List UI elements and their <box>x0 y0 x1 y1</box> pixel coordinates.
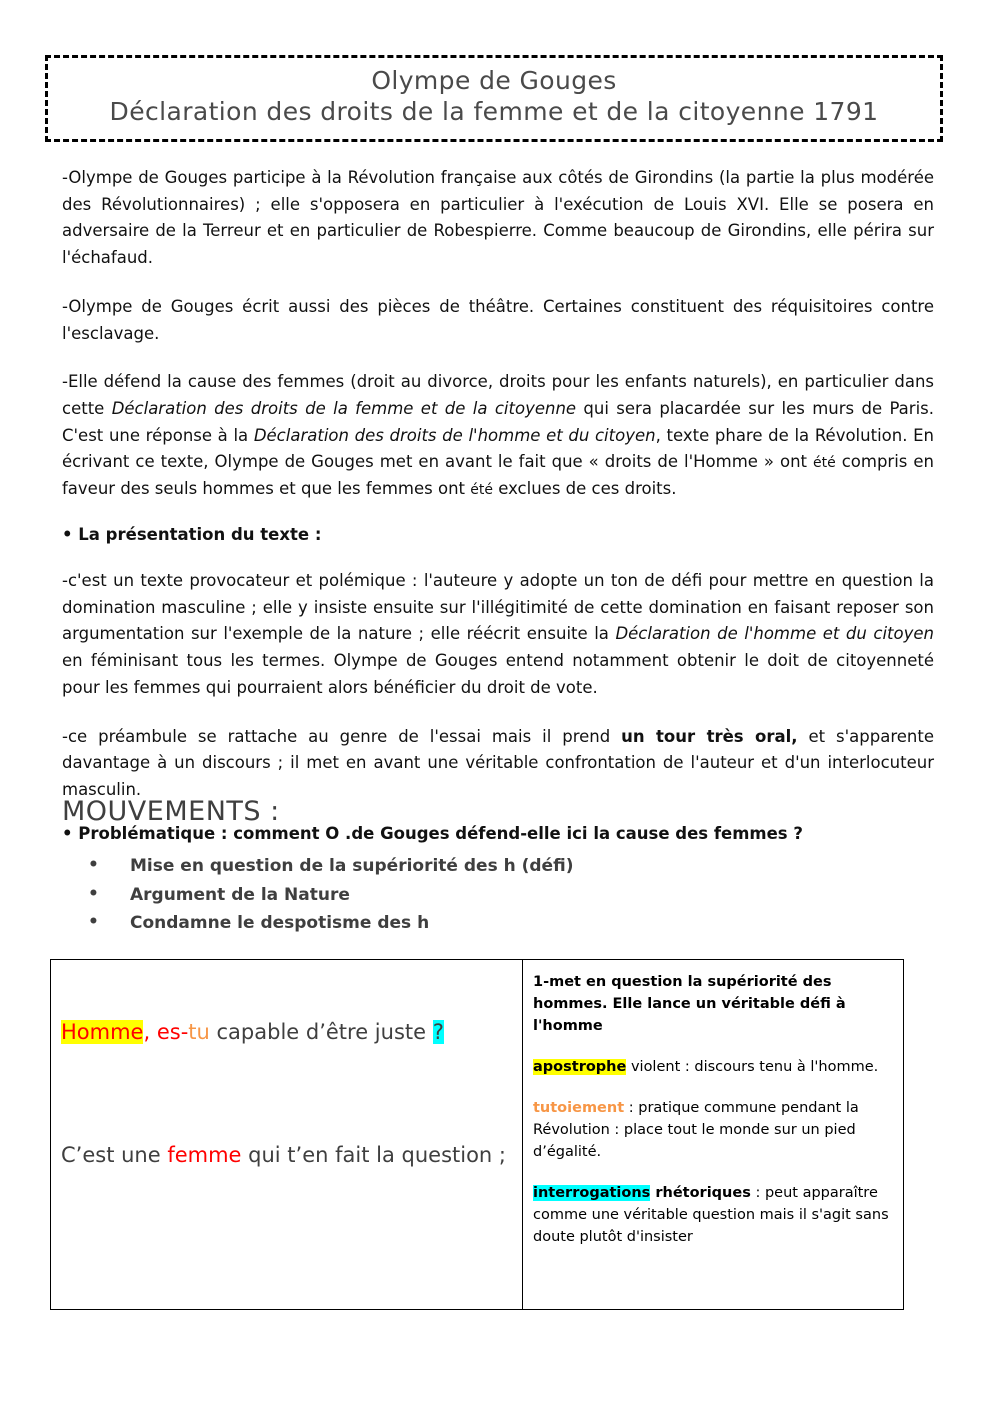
preambule-bold-phrase: un tour très oral, <box>621 726 798 746</box>
note-tutoiement-text: : pratique commune pendant la Révolution : place tout le monde sur un pied d’égalité. <box>533 1100 859 1161</box>
paragraph-preambule <box>62 724 934 804</box>
note-term-interrogations: interrogations <box>533 1185 651 1202</box>
quote-line-2 <box>61 1141 512 1169</box>
note-term-tutoiement: tutoiement <box>533 1100 625 1117</box>
note-tutoiement <box>533 1097 895 1163</box>
quote-highlight-question-mark: ? <box>432 1020 444 1044</box>
presentation-segment-2: en féminisant tous les termes. Olympe de Gouges entend notamment obtenir le doit de citoyenneté pour les femmes qui pourraient alors bénéficier du droit de vote. <box>62 651 934 697</box>
paragraph-biography <box>62 165 934 272</box>
analysis-table <box>50 959 904 1310</box>
quote-line-2-end: qui t’en fait la question ; <box>241 1143 506 1168</box>
declaration-small-ete-2: été <box>470 482 493 499</box>
quote-comma-red: , es- <box>143 1020 189 1044</box>
declaration-segment-5: exclues de ces droits. <box>492 479 677 499</box>
declaration-segment-1: -Elle défend la cause des femmes (droit au divorce, droits pour les enfants naturels), en particulier dans cette <box>62 372 934 419</box>
paragraph-biography-text: -Olympe de Gouges participe à la Révolution française aux côtés de Girondins (la partie la plus modérée des Révolutionnaires) ; elle s'opposera en particulier à l'exécution de Louis XVI. Elle se posera en adversaire de la Terreur et en particulier de Robespierre. Comme beaucoup de Girondins, elle périra sur l'échafaud. <box>62 168 934 268</box>
note-apostrophe <box>533 1056 895 1078</box>
note-movement-1: 1-met en question la supériorité des hommes. Elle lance un véritable défi à l'homme <box>533 974 846 1035</box>
note-apostrophe-text: violent : discours tenu à l'homme. <box>626 1059 879 1076</box>
quote-line-1 <box>61 1018 512 1046</box>
paragraph-theatre <box>62 294 934 347</box>
mouvements-item-label: Mise en question de la supériorité des h (défi) <box>130 856 574 876</box>
quote-orange-tu: tu <box>188 1020 210 1044</box>
notes-cell-content <box>523 960 903 1258</box>
note-interrogations <box>533 1182 895 1248</box>
list-item <box>88 852 788 881</box>
quote-line-1-rest: capable d’être juste <box>209 1020 433 1044</box>
quote-highlight-homme: Homme <box>61 1020 144 1044</box>
note-interrogations-text: : peut apparaître comme une véritable question mais il s'agit sans doute plutôt d'insister <box>533 1185 889 1246</box>
preambule-segment-2: et s'apparente davantage à un discours ; il met en avant une véritable confrontation de l'auteur et d'un interlocuteur masculin. <box>62 726 934 799</box>
quote-line-2-start: C’est une <box>61 1143 168 1168</box>
declaration-segment-2: qui sera placardée sur les murs de Paris. C'est une réponse à la <box>62 399 935 445</box>
quote-cell <box>51 960 523 1310</box>
list-item <box>88 881 788 910</box>
notes-cell <box>523 960 904 1310</box>
note-term-rhetoriques: rhétoriques <box>650 1185 751 1202</box>
list-item <box>88 909 788 938</box>
mouvements-list <box>62 852 788 938</box>
subheading-problematique: • Problématique : comment O .de Gouges défend-elle ici la cause des femmes ? <box>62 823 803 843</box>
declaration-small-ete-1: été <box>813 455 836 472</box>
declaration-segment-3: , texte phare de la Révolution. En écrivant ce texte, Olympe de Gouges met en avant le fait que « droits de l'Homme » ont <box>62 425 934 472</box>
mouvements-item-label: Condamne le despotisme des h <box>130 913 430 934</box>
note-term-apostrophe: apostrophe <box>533 1059 627 1076</box>
title-box <box>45 55 943 142</box>
declaration-title-femme: Déclaration des droits de la femme et de la citoyenne <box>111 399 577 419</box>
presentation-italic-title: Déclaration de l'homme et du citoyen <box>615 624 934 644</box>
declaration-title-homme: Déclaration des droits de l'homme et du citoyen <box>253 425 656 445</box>
paragraph-theatre-text: -Olympe de Gouges écrit aussi des pièces de théâtre. Certaines constituent des réquisitoires contre l'esclavage. <box>62 296 934 343</box>
body-text-container <box>62 165 934 867</box>
declaration-segment-4: compris en faveur des seuls hommes et que les femmes ont <box>62 452 934 499</box>
document-title-line-2: Déclaration des droits de la femme et de la citoyenne 1791 <box>109 96 879 126</box>
paragraph-presentation <box>62 568 934 702</box>
quote-cell-content <box>51 960 522 1180</box>
document-title-line-1: Olympe de Gouges <box>371 66 617 95</box>
presentation-segment-1: -c'est un texte provocateur et polémique : l'auteure y adopte un ton de défi pour mettre en question la domination masculine ; elle y insiste ensuite sur l'illégitimité de cette domination en faisant reposer son argumentation sur l'exemple de la nature ; elle réécrit ensuite la <box>62 570 934 644</box>
mouvements-heading: MOUVEMENTS : <box>62 796 280 827</box>
quote-red-femme: femme <box>167 1143 242 1168</box>
preambule-segment-1: -ce préambule se rattache au genre de l'essai mais il prend <box>62 726 622 746</box>
paragraph-declaration <box>62 369 934 503</box>
subheading-presentation: • La présentation du texte : <box>62 524 322 544</box>
mouvements-item-label: Argument de la Nature <box>130 884 350 905</box>
table-row <box>51 960 904 1310</box>
